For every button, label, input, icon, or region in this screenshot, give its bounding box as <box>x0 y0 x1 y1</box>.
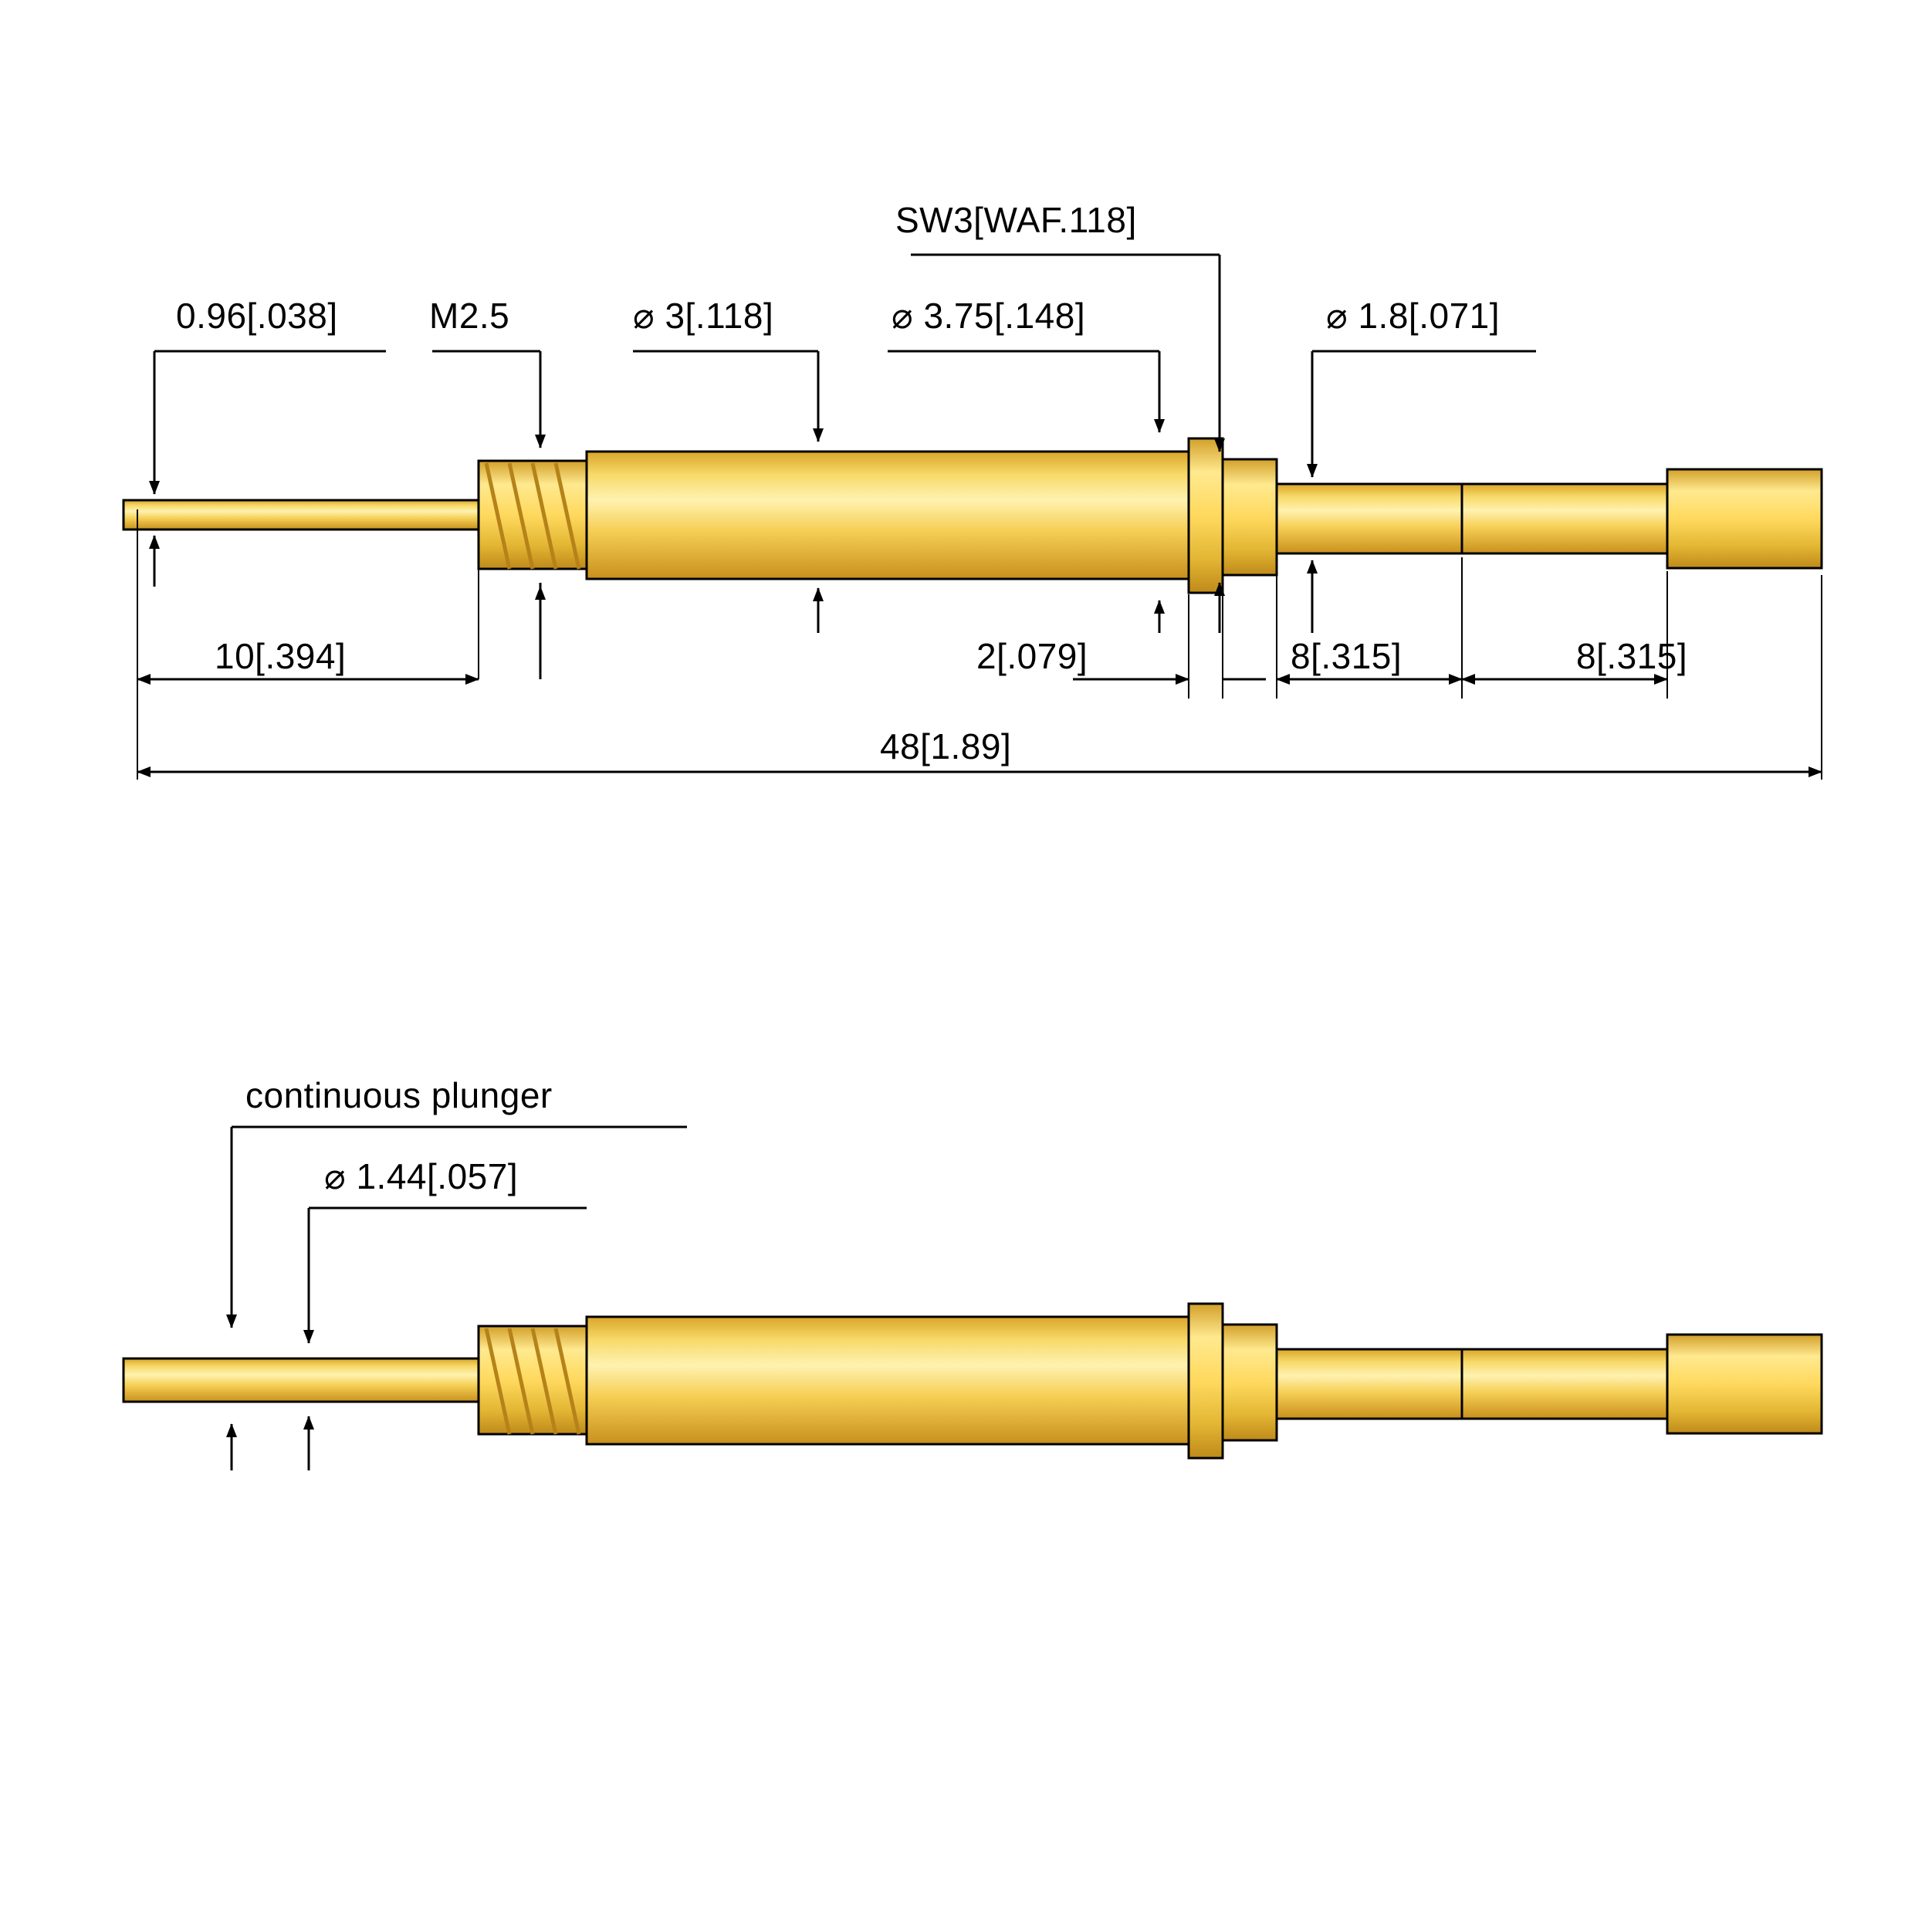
dim-tail-length-1: 8[.315] <box>1291 636 1402 676</box>
dim-tail-length-2: 8[.315] <box>1576 636 1688 676</box>
dim-tip-length: 10[.394] <box>215 636 347 676</box>
dim-wrench-flat: SW3[WAF.118] <box>895 200 1137 240</box>
note-continuous-plunger: continuous plunger <box>245 1075 553 1115</box>
dim-plunger-diameter: ⌀ 1.44[.057] <box>324 1156 519 1196</box>
dim-overall-length: 48[1.89] <box>880 726 1012 766</box>
dim-tip-diameter: 0.96[.038] <box>176 296 338 336</box>
part-bottom-view <box>123 1304 1822 1458</box>
part-top-view <box>123 438 1822 593</box>
dim-body-diameter: ⌀ 3[.118] <box>633 296 774 336</box>
dim-tail-diameter: ⌀ 1.8[.071] <box>1326 296 1501 336</box>
dim-thread: M2.5 <box>429 296 510 336</box>
dim-flange-thickness: 2[.079] <box>976 636 1088 676</box>
dim-flange-diameter: ⌀ 3.75[.148] <box>892 296 1086 336</box>
